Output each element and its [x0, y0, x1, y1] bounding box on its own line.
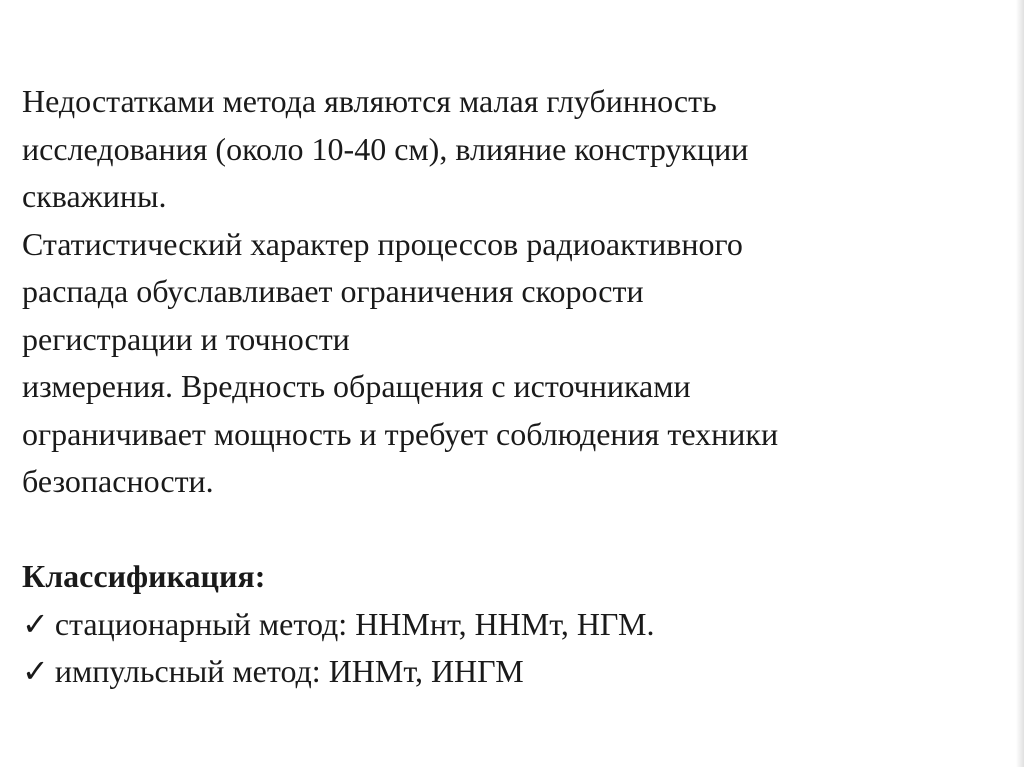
classification-item-stationary [22, 601, 997, 649]
classification-heading: Классификация: [22, 558, 266, 594]
text-line: безопасности. [22, 463, 214, 499]
classification-item-text: стационарный метод: ННМнт, ННМт, НГМ. [54, 605, 655, 642]
text-line: Недостатками метода являются малая глубинность [22, 83, 717, 119]
text-line: измерения. Вредность обращения с источниками [22, 368, 691, 404]
text-line: исследования (около 10-40 см), влияние конструкции [22, 130, 749, 167]
check-icon: ✓ [22, 605, 49, 642]
spacer [22, 506, 997, 554]
classification-item-text: импульсный метод: ИНМт, ИНГМ [54, 653, 524, 689]
text-line: Статистический характер процессов радиоактивного [22, 225, 743, 262]
slide-content [22, 78, 997, 696]
text-line: ограничивает мощность и требует соблюдения техники [22, 415, 779, 452]
text-line: регистрации и точности [22, 320, 350, 357]
check-icon: ✓ [22, 653, 49, 689]
paragraph-drawbacks-statistics [22, 221, 997, 506]
classification-section [22, 553, 997, 696]
text-line: скважины. [22, 178, 167, 214]
paragraph-drawbacks-depth [22, 78, 997, 221]
slide-edge-shadow [1016, 0, 1024, 767]
text-line: распада обуславливает ограничения скорости [22, 273, 644, 309]
classification-item-pulsed [22, 648, 997, 696]
